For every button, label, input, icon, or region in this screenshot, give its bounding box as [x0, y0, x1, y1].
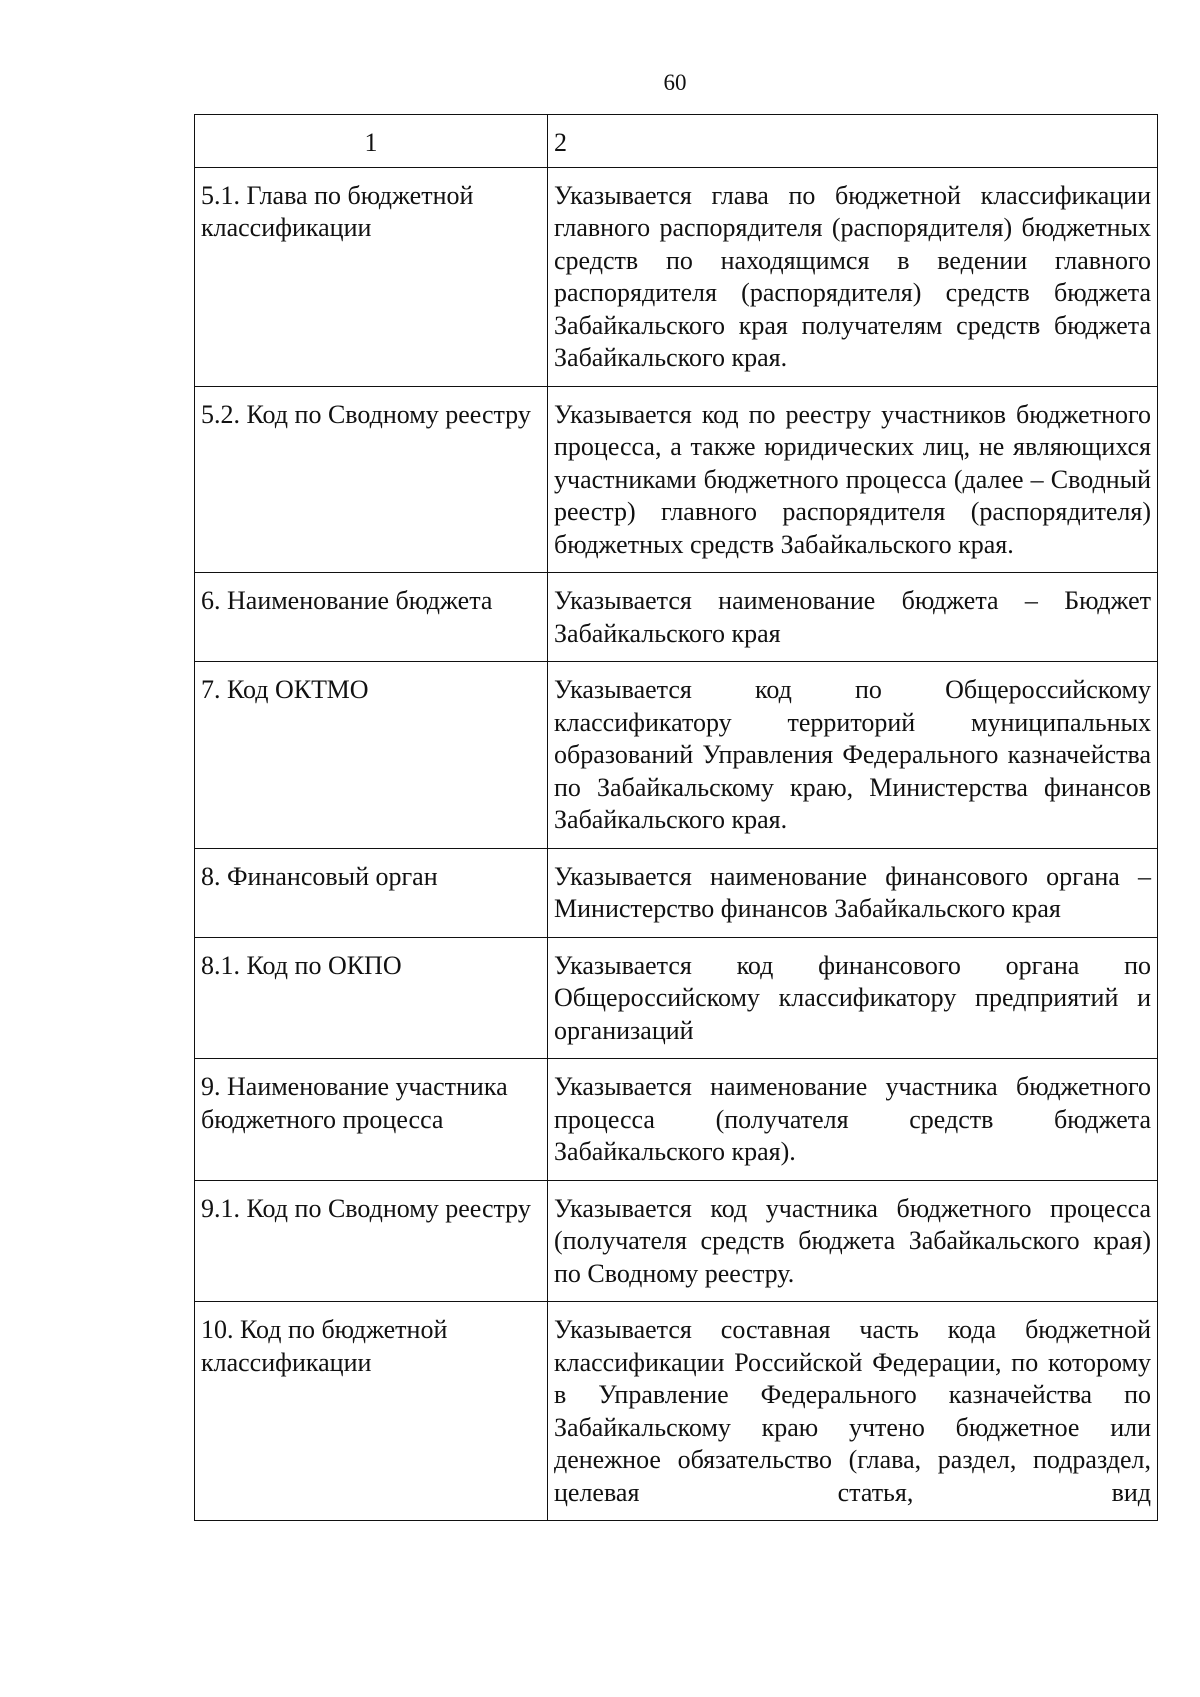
field-description-cell: Указывается код участника бюджетного процесса (получателя средств бюджета Забайкальского края) по Сводному реестру. [548, 1180, 1158, 1302]
field-name-cell: 6. Наименование бюджета [195, 573, 548, 662]
table-row [195, 848, 1158, 937]
field-description-cell: Указывается глава по бюджетной классификации главного распорядителя (распорядителя) бюджетных средств по находящимся в ведении главного распорядителя (распорядителя) средств бюджета Забайкальского края получателям средств бюджета Забайкальского края. [548, 167, 1158, 386]
field-description-cell: Указывается код финансового органа по Общероссийскому классификатору предприятий и организаций [548, 937, 1158, 1059]
field-name-cell: 5.1. Глава по бюджетной классификации [195, 167, 548, 386]
field-name-cell: 10. Код по бюджетной классификации [195, 1302, 548, 1521]
field-description-cell: Указывается наименование финансового органа – Министерство финансов Забайкальского края [548, 848, 1158, 937]
table-row [195, 662, 1158, 849]
table-row [195, 1059, 1158, 1181]
field-name-cell: 8.1. Код по ОКПО [195, 937, 548, 1059]
header-cell-column-2: 2 [548, 115, 1158, 168]
requisites-table [194, 114, 1158, 1521]
table-row [195, 167, 1158, 386]
field-name-cell: 8. Финансовый орган [195, 848, 548, 937]
table-header-row [195, 115, 1158, 168]
field-name-cell: 9.1. Код по Сводному реестру [195, 1180, 548, 1302]
table-row [195, 1302, 1158, 1521]
field-description-cell: Указывается составная часть кода бюджетной классификации Российской Федерации, по которому в Управление Федерального казначейства по Забайкальскому краю учтено бюджетное или денежное обязательство (глава, раздел, подраздел, целевая статья, вид [548, 1302, 1158, 1521]
field-name-cell: 5.2. Код по Сводному реестру [195, 386, 548, 573]
field-name-cell: 7. Код ОКТМО [195, 662, 548, 849]
field-description-cell: Указывается код по реестру участников бюджетного процесса, а также юридических лиц, не являющихся участниками бюджетного процесса (далее – Сводный реестр) главного распорядителя (распорядителя) бюджетных средств Забайкальского края. [548, 386, 1158, 573]
table-row [195, 937, 1158, 1059]
table-row [195, 573, 1158, 662]
header-cell-column-1: 1 [195, 115, 548, 168]
field-name-cell: 9. Наименование участника бюджетного процесса [195, 1059, 548, 1181]
field-description-cell: Указывается наименование бюджета – Бюджет Забайкальского края [548, 573, 1158, 662]
table-row [195, 1180, 1158, 1302]
field-description-cell: Указывается наименование участника бюджетного процесса (получателя средств бюджета Забайкальского края). [548, 1059, 1158, 1181]
table-row [195, 386, 1158, 573]
page-number: 60 [663, 70, 687, 95]
field-description-cell: Указывается код по Общероссийскому классификатору территорий муниципальных образований Управления Федерального казначейства по Забайкальскому краю, Министерства финансов Забайкальского края. [548, 662, 1158, 849]
